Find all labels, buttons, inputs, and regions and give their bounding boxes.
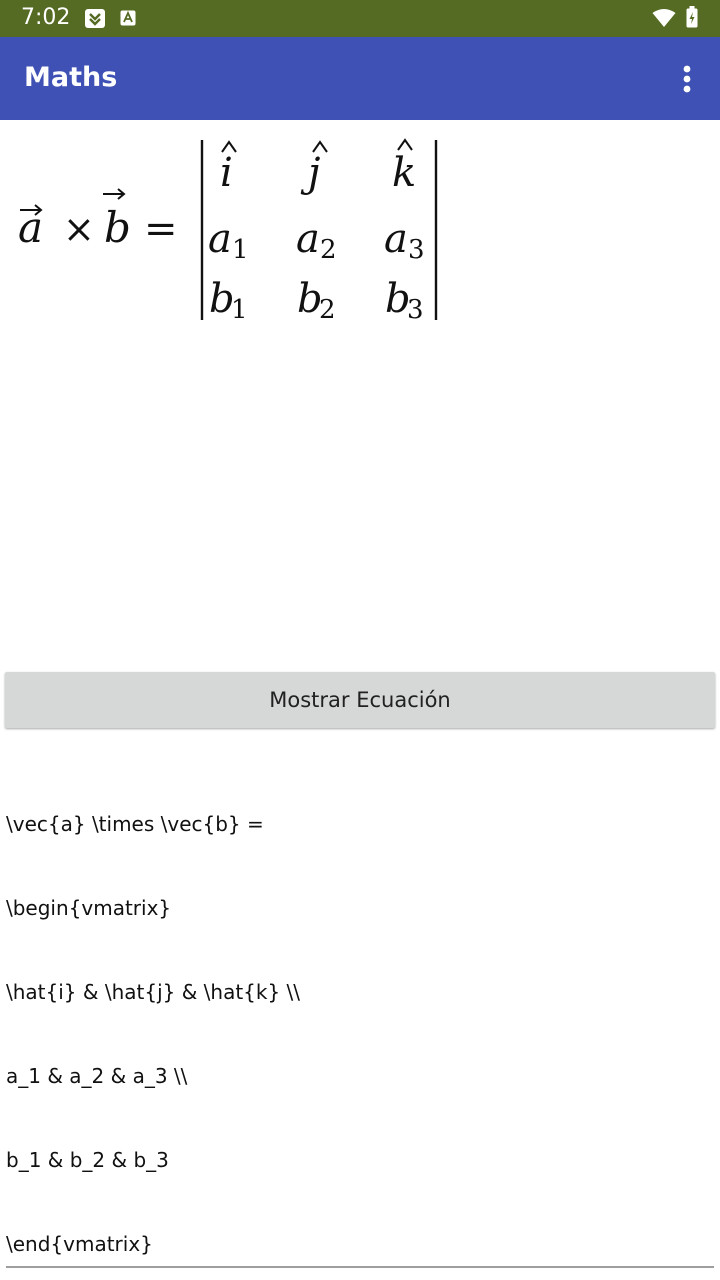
matrix-cell-a1: a — [208, 216, 232, 262]
app-title: Maths — [24, 62, 118, 93]
more-options-button[interactable] — [668, 57, 706, 101]
notification-icon — [84, 7, 106, 29]
matrix-cell-b1: b — [209, 276, 235, 322]
wifi-icon — [652, 8, 676, 28]
equals-sign: = — [144, 206, 178, 252]
matrix-cell-a2: a — [296, 216, 320, 262]
matrix-cell-a3: a — [384, 216, 408, 262]
hat-k — [398, 140, 412, 150]
subscript-a3: 3 — [408, 235, 425, 265]
latex-line: \hat{i} & \hat{j} & \hat{k} \\ — [6, 980, 301, 1004]
latex-source-text — [6, 754, 706, 1280]
subscript-b2: 2 — [319, 295, 336, 325]
rendered-equation — [0, 120, 720, 660]
times-sign: × — [63, 207, 95, 251]
subscript-a1: 1 — [232, 235, 249, 265]
matrix-cell-j: j — [308, 150, 321, 196]
battery-icon — [686, 6, 698, 28]
vector-a: a — [18, 203, 44, 252]
matrix-cell-b2: b — [297, 276, 323, 322]
matrix-cell-b3: b — [385, 276, 411, 322]
subscript-b1: 1 — [231, 295, 248, 325]
latex-line: \end{vmatrix} — [6, 1232, 153, 1256]
bottom-divider — [6, 1266, 714, 1268]
latex-line: b_1 & b_2 & b_3 — [6, 1148, 169, 1172]
status-time: 7:02 — [21, 5, 71, 30]
latex-line: \begin{vmatrix} — [6, 896, 172, 920]
matrix-cell-i: i — [220, 150, 233, 196]
subscript-b3: 3 — [407, 295, 424, 325]
equation-view — [0, 120, 720, 660]
vector-b: b — [104, 203, 131, 252]
subscript-a2: 2 — [320, 235, 337, 265]
latex-line: a_1 & a_2 & a_3 \\ — [6, 1064, 188, 1088]
status-bar — [0, 0, 720, 37]
vector-arrow-b — [103, 189, 124, 199]
keyboard-a-icon — [120, 10, 136, 26]
latex-line: \vec{a} \times \vec{b} = — [6, 812, 264, 836]
matrix-cell-k: k — [392, 150, 417, 196]
show-equation-button[interactable]: Mostrar Ecuación — [5, 672, 715, 728]
more-vert-icon — [668, 57, 706, 101]
app-bar — [0, 37, 720, 120]
